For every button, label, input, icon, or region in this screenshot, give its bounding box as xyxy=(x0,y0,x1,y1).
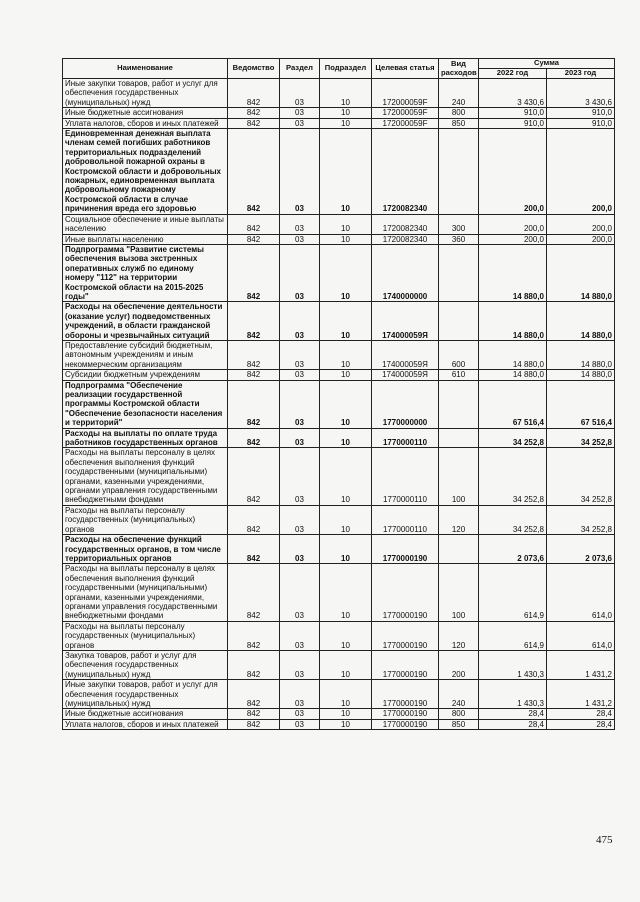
row-name: Расходы на выплаты персоналу государственных (муниципальных) органов xyxy=(63,505,228,534)
row-razdel: 03 xyxy=(280,214,320,234)
row-vedomstvo: 842 xyxy=(228,709,280,719)
row-podrazdel: 10 xyxy=(320,505,372,534)
table-row xyxy=(63,380,615,428)
row-podrazdel: 10 xyxy=(320,709,372,719)
row-target-article: 174000059Я xyxy=(372,302,439,341)
row-expense-type: 850 xyxy=(439,118,479,128)
row-razdel: 03 xyxy=(280,370,320,380)
row-target-article: 174000059Я xyxy=(372,370,439,380)
row-sum-2022: 14 880,0 xyxy=(479,340,547,369)
row-sum-2022: 34 252,8 xyxy=(479,428,547,448)
row-sum-2022: 614,9 xyxy=(479,564,547,621)
row-target-article: 1770000190 xyxy=(372,719,439,729)
table-row xyxy=(63,709,615,719)
row-vedomstvo: 842 xyxy=(228,650,280,679)
row-expense-type: 120 xyxy=(439,621,479,650)
row-name: Уплата налогов, сборов и иных платежей xyxy=(63,719,228,729)
row-expense-type: 600 xyxy=(439,340,479,369)
page-number: 475 xyxy=(596,834,613,846)
row-name: Единовременная денежная выплата членам семей погибших работников территориальных подразделений добровольной пожарной охраны в Костромской области и добровольных пожарных, единовременная выплата добровольному пожарному Костромской области в случае причинения вреда его здоровью xyxy=(63,129,228,215)
row-sum-2023: 910,0 xyxy=(547,108,615,118)
row-podrazdel: 10 xyxy=(320,650,372,679)
row-name: Расходы на обеспечение деятельности (оказание услуг) подведомственных учреждений, в области гражданской обороны и чрезвычайных ситуаций xyxy=(63,302,228,341)
header-vedomstvo: Ведомство xyxy=(228,59,280,79)
row-target-article: 1720082340 xyxy=(372,234,439,244)
row-podrazdel: 10 xyxy=(320,428,372,448)
row-vedomstvo: 842 xyxy=(228,564,280,621)
row-sum-2022: 3 430,6 xyxy=(479,79,547,108)
row-razdel: 03 xyxy=(280,79,320,108)
row-target-article: 174000059Я xyxy=(372,340,439,369)
row-razdel: 03 xyxy=(280,535,320,564)
row-target-article: 1770000190 xyxy=(372,680,439,709)
row-expense-type xyxy=(439,302,479,341)
row-target-article: 172000059F xyxy=(372,118,439,128)
row-sum-2023: 3 430,6 xyxy=(547,79,615,108)
row-sum-2023: 910,0 xyxy=(547,118,615,128)
budget-table xyxy=(62,58,615,730)
row-expense-type xyxy=(439,428,479,448)
row-sum-2022: 28,4 xyxy=(479,719,547,729)
row-sum-2022: 14 880,0 xyxy=(479,244,547,301)
row-razdel: 03 xyxy=(280,650,320,679)
row-target-article: 1770000190 xyxy=(372,650,439,679)
row-sum-2023: 14 880,0 xyxy=(547,244,615,301)
row-sum-2023: 14 880,0 xyxy=(547,302,615,341)
table-row xyxy=(63,448,615,505)
table-row xyxy=(63,719,615,729)
row-expense-type: 240 xyxy=(439,680,479,709)
row-sum-2023: 200,0 xyxy=(547,234,615,244)
row-podrazdel: 10 xyxy=(320,564,372,621)
table-row xyxy=(63,302,615,341)
row-podrazdel: 10 xyxy=(320,108,372,118)
row-vedomstvo: 842 xyxy=(228,370,280,380)
header-razdel: Раздел xyxy=(280,59,320,79)
row-name: Подпрограмма "Развитие системы обеспечения вызова экстренных оперативных служб по единому номеру "112" на территории Костромской области на 2015-2025 годы" xyxy=(63,244,228,301)
row-razdel: 03 xyxy=(280,302,320,341)
row-vedomstvo: 842 xyxy=(228,680,280,709)
row-sum-2022: 14 880,0 xyxy=(479,370,547,380)
row-vedomstvo: 842 xyxy=(228,302,280,341)
row-sum-2023: 614,0 xyxy=(547,621,615,650)
row-sum-2023: 2 073,6 xyxy=(547,535,615,564)
row-name: Расходы на выплаты персоналу в целях обеспечения выполнения функций государственными (муниципальными) органами, казенными учреждениями, органами управления государственными внебюджетными фондами xyxy=(63,564,228,621)
row-sum-2023: 34 252,8 xyxy=(547,505,615,534)
row-razdel: 03 xyxy=(280,505,320,534)
row-vedomstvo: 842 xyxy=(228,129,280,215)
row-podrazdel: 10 xyxy=(320,214,372,234)
row-razdel: 03 xyxy=(280,428,320,448)
row-sum-2023: 1 431,2 xyxy=(547,680,615,709)
row-razdel: 03 xyxy=(280,234,320,244)
row-vedomstvo: 842 xyxy=(228,719,280,729)
row-podrazdel: 10 xyxy=(320,118,372,128)
row-name: Подпрограмма "Обеспечение реализации государственной программы Костромской области "Обеспечение безопасности населения и территорий" xyxy=(63,380,228,428)
row-expense-type: 240 xyxy=(439,79,479,108)
row-expense-type: 300 xyxy=(439,214,479,234)
row-expense-type xyxy=(439,380,479,428)
row-target-article: 1770000190 xyxy=(372,709,439,719)
row-expense-type: 800 xyxy=(439,709,479,719)
row-podrazdel: 10 xyxy=(320,340,372,369)
row-target-article: 1770000190 xyxy=(372,621,439,650)
row-name: Иные выплаты населению xyxy=(63,234,228,244)
row-expense-type xyxy=(439,129,479,215)
table-row xyxy=(63,340,615,369)
row-vedomstvo: 842 xyxy=(228,505,280,534)
row-sum-2022: 614,9 xyxy=(479,621,547,650)
row-target-article: 172000059F xyxy=(372,79,439,108)
row-name: Предоставление субсидий бюджетным, автономным учреждениям и иным некоммерческим организациям xyxy=(63,340,228,369)
row-vedomstvo: 842 xyxy=(228,244,280,301)
row-expense-type: 200 xyxy=(439,650,479,679)
row-vedomstvo: 842 xyxy=(228,79,280,108)
row-sum-2023: 14 880,0 xyxy=(547,340,615,369)
row-razdel: 03 xyxy=(280,108,320,118)
row-vedomstvo: 842 xyxy=(228,448,280,505)
row-vedomstvo: 842 xyxy=(228,118,280,128)
row-vedomstvo: 842 xyxy=(228,108,280,118)
table-row xyxy=(63,650,615,679)
row-razdel: 03 xyxy=(280,709,320,719)
row-name: Иные бюджетные ассигнования xyxy=(63,108,228,118)
row-sum-2023: 34 252,8 xyxy=(547,428,615,448)
row-name: Иные бюджетные ассигнования xyxy=(63,709,228,719)
row-name: Расходы на выплаты персоналу государственных (муниципальных) органов xyxy=(63,621,228,650)
row-target-article: 172000059F xyxy=(372,108,439,118)
row-vedomstvo: 842 xyxy=(228,214,280,234)
row-name: Расходы на выплаты персоналу в целях обеспечения выполнения функций государственными (муниципальными) органами, казенными учреждениями, органами управления государственными внебюджетными фондами xyxy=(63,448,228,505)
table-row xyxy=(63,370,615,380)
row-sum-2023: 34 252,8 xyxy=(547,448,615,505)
row-podrazdel: 10 xyxy=(320,129,372,215)
row-sum-2022: 2 073,6 xyxy=(479,535,547,564)
row-razdel: 03 xyxy=(280,680,320,709)
row-podrazdel: 10 xyxy=(320,244,372,301)
row-vedomstvo: 842 xyxy=(228,535,280,564)
row-expense-type: 360 xyxy=(439,234,479,244)
header-year-2022: 2022 год xyxy=(479,69,547,79)
row-vedomstvo: 842 xyxy=(228,380,280,428)
row-name: Иные закупки товаров, работ и услуг для обеспечения государственных (муниципальных) нужд xyxy=(63,79,228,108)
row-sum-2022: 1 430,3 xyxy=(479,680,547,709)
row-podrazdel: 10 xyxy=(320,680,372,709)
row-expense-type: 850 xyxy=(439,719,479,729)
row-podrazdel: 10 xyxy=(320,302,372,341)
row-razdel: 03 xyxy=(280,380,320,428)
row-razdel: 03 xyxy=(280,564,320,621)
row-podrazdel: 10 xyxy=(320,448,372,505)
table-row xyxy=(63,244,615,301)
row-target-article: 1770000000 xyxy=(372,380,439,428)
row-name: Иные закупки товаров, работ и услуг для обеспечения государственных (муниципальных) нужд xyxy=(63,680,228,709)
table-row xyxy=(63,428,615,448)
table-row xyxy=(63,680,615,709)
row-name: Расходы на обеспечение функций государственных органов, в том числе территориальных органов xyxy=(63,535,228,564)
row-name: Уплата налогов, сборов и иных платежей xyxy=(63,118,228,128)
row-target-article: 1720082340 xyxy=(372,129,439,215)
row-vedomstvo: 842 xyxy=(228,621,280,650)
row-sum-2022: 910,0 xyxy=(479,108,547,118)
row-sum-2022: 200,0 xyxy=(479,129,547,215)
row-target-article: 1770000190 xyxy=(372,564,439,621)
row-sum-2023: 28,4 xyxy=(547,719,615,729)
row-sum-2022: 200,0 xyxy=(479,214,547,234)
row-sum-2023: 67 516,4 xyxy=(547,380,615,428)
row-razdel: 03 xyxy=(280,621,320,650)
row-expense-type: 100 xyxy=(439,448,479,505)
row-vedomstvo: 842 xyxy=(228,234,280,244)
row-expense-type: 610 xyxy=(439,370,479,380)
row-target-article: 1740000000 xyxy=(372,244,439,301)
header-podrazdel: Подраздел xyxy=(320,59,372,79)
table-row xyxy=(63,234,615,244)
row-target-article: 1720082340 xyxy=(372,214,439,234)
table-header xyxy=(63,59,615,79)
row-sum-2022: 28,4 xyxy=(479,709,547,719)
row-name: Субсидии бюджетным учреждениям xyxy=(63,370,228,380)
header-year-2023: 2023 год xyxy=(547,69,615,79)
row-expense-type: 100 xyxy=(439,564,479,621)
row-vedomstvo: 842 xyxy=(228,340,280,369)
row-target-article: 1770000110 xyxy=(372,448,439,505)
row-expense-type: 120 xyxy=(439,505,479,534)
row-razdel: 03 xyxy=(280,448,320,505)
row-razdel: 03 xyxy=(280,340,320,369)
header-target-article: Целевая статья xyxy=(372,59,439,79)
row-sum-2023: 200,0 xyxy=(547,214,615,234)
header-name: Наименование xyxy=(63,59,228,79)
table-row xyxy=(63,621,615,650)
table-row xyxy=(63,535,615,564)
row-target-article: 1770000190 xyxy=(372,535,439,564)
header-expense-type: Вид расходов xyxy=(439,59,479,79)
row-razdel: 03 xyxy=(280,118,320,128)
row-sum-2022: 34 252,8 xyxy=(479,448,547,505)
row-vedomstvo: 842 xyxy=(228,428,280,448)
row-podrazdel: 10 xyxy=(320,380,372,428)
row-podrazdel: 10 xyxy=(320,621,372,650)
header-summa: Сумма xyxy=(479,59,615,69)
row-sum-2022: 14 880,0 xyxy=(479,302,547,341)
row-sum-2022: 200,0 xyxy=(479,234,547,244)
table-row xyxy=(63,129,615,215)
row-podrazdel: 10 xyxy=(320,719,372,729)
table-row xyxy=(63,79,615,108)
row-target-article: 1770000110 xyxy=(372,505,439,534)
row-podrazdel: 10 xyxy=(320,535,372,564)
row-sum-2023: 14 880,0 xyxy=(547,370,615,380)
row-sum-2022: 910,0 xyxy=(479,118,547,128)
row-razdel: 03 xyxy=(280,129,320,215)
row-expense-type: 800 xyxy=(439,108,479,118)
table-body xyxy=(63,79,615,730)
row-name: Расходы на выплаты по оплате труда работников государственных органов xyxy=(63,428,228,448)
row-sum-2022: 34 252,8 xyxy=(479,505,547,534)
row-razdel: 03 xyxy=(280,719,320,729)
row-sum-2023: 200,0 xyxy=(547,129,615,215)
table-row xyxy=(63,108,615,118)
row-sum-2023: 1 431,2 xyxy=(547,650,615,679)
row-podrazdel: 10 xyxy=(320,234,372,244)
row-razdel: 03 xyxy=(280,244,320,301)
row-sum-2022: 1 430,3 xyxy=(479,650,547,679)
table-row xyxy=(63,118,615,128)
row-expense-type xyxy=(439,535,479,564)
row-sum-2023: 28,4 xyxy=(547,709,615,719)
row-sum-2022: 67 516,4 xyxy=(479,380,547,428)
row-sum-2023: 614,0 xyxy=(547,564,615,621)
row-name: Социальное обеспечение и иные выплаты населению xyxy=(63,214,228,234)
row-podrazdel: 10 xyxy=(320,79,372,108)
row-expense-type xyxy=(439,244,479,301)
row-podrazdel: 10 xyxy=(320,370,372,380)
row-name: Закупка товаров, работ и услуг для обеспечения государственных (муниципальных) нужд xyxy=(63,650,228,679)
table-row xyxy=(63,214,615,234)
table-row xyxy=(63,564,615,621)
row-target-article: 1770000110 xyxy=(372,428,439,448)
table-row xyxy=(63,505,615,534)
